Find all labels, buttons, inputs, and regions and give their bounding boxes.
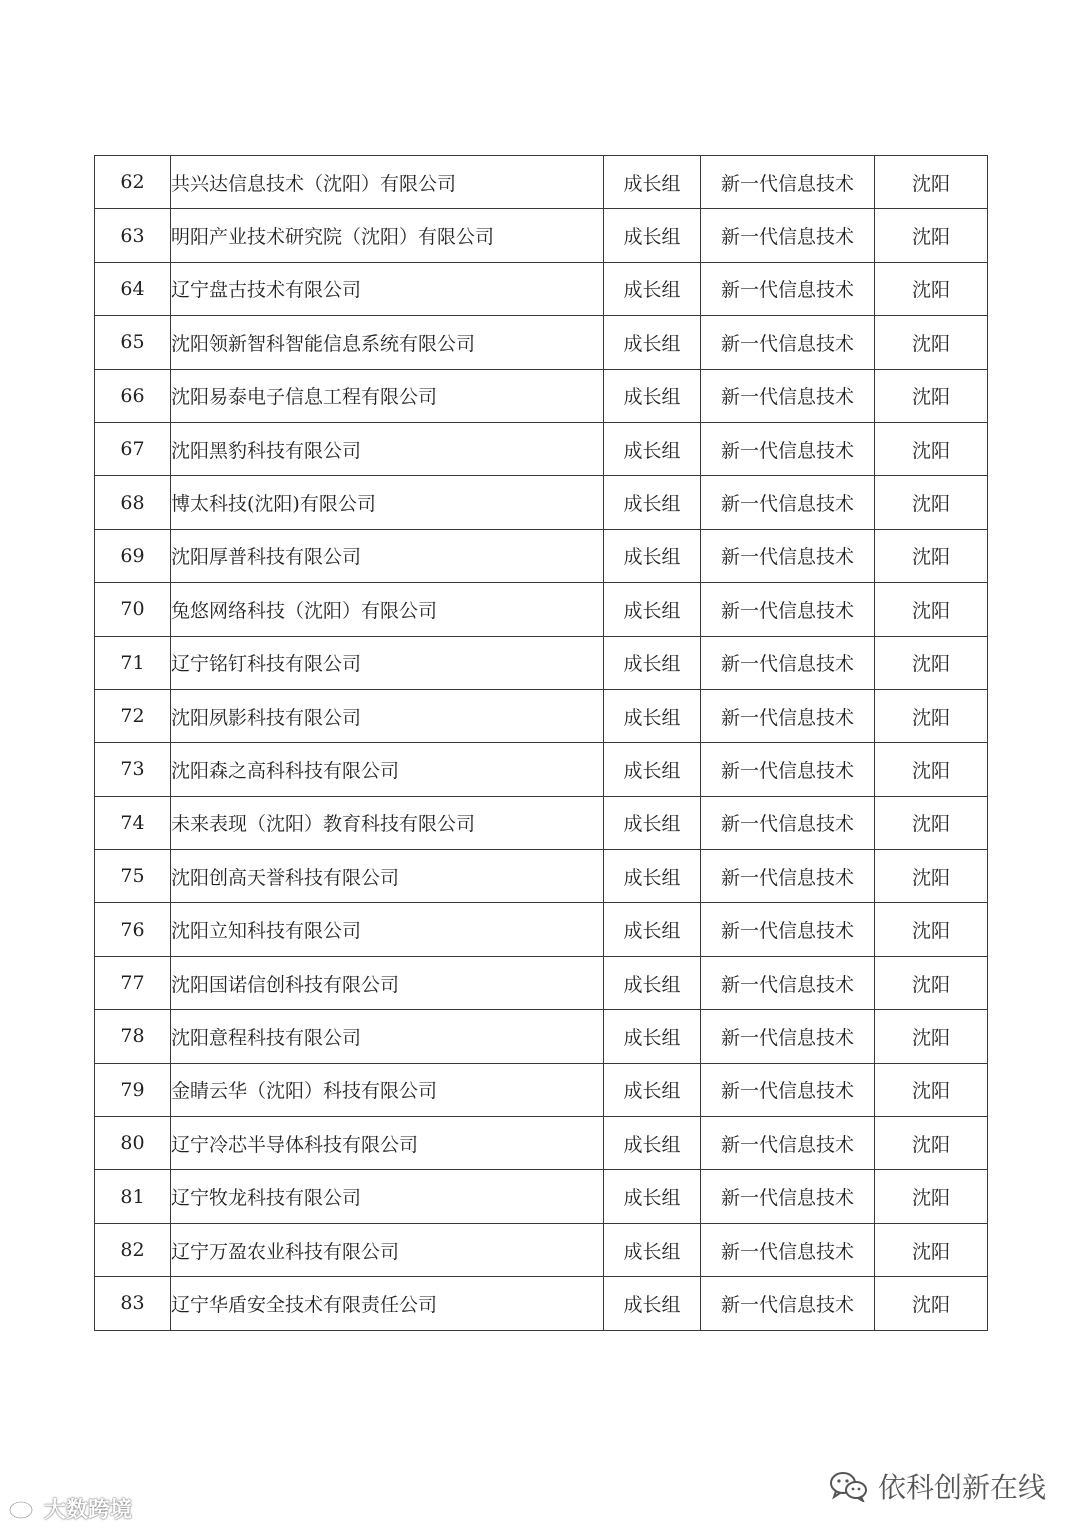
roster-table-body [95, 156, 988, 1331]
industry-field-cell: 新一代信息技术 [701, 689, 875, 742]
watermark-right-text: 依科创新在线 [877, 1471, 1046, 1504]
row-number-cell: 70 [95, 583, 171, 636]
group-category-cell: 成长组 [604, 369, 701, 422]
group-category-cell: 成长组 [604, 476, 701, 529]
industry-field-cell: 新一代信息技术 [701, 956, 875, 1009]
row-number-cell: 63 [95, 209, 171, 262]
weibo-logo-icon [8, 1496, 38, 1520]
group-category-cell: 成长组 [604, 1063, 701, 1116]
group-category-cell: 成长组 [604, 583, 701, 636]
company-name-cell: 辽宁万盈农业科技有限公司 [171, 1223, 604, 1276]
company-name-cell: 辽宁牧龙科技有限公司 [171, 1170, 604, 1223]
group-category-cell: 成长组 [604, 903, 701, 956]
company-name-cell: 沈阳黑豹科技有限公司 [171, 422, 604, 475]
city-cell: 沈阳 [875, 1277, 988, 1330]
row-number-cell: 76 [95, 903, 171, 956]
industry-field-cell: 新一代信息技术 [701, 743, 875, 796]
table-row [95, 156, 988, 209]
table-row [95, 743, 988, 796]
row-number-cell: 82 [95, 1223, 171, 1276]
company-name-cell: 沈阳领新智科智能信息系统有限公司 [171, 316, 604, 369]
industry-field-cell: 新一代信息技术 [701, 1010, 875, 1063]
row-number-cell: 77 [95, 956, 171, 1009]
company-name-cell: 辽宁华盾安全技术有限责任公司 [171, 1277, 604, 1330]
industry-field-cell: 新一代信息技术 [701, 209, 875, 262]
company-name-cell: 共兴达信息技术（沈阳）有限公司 [171, 156, 604, 209]
table-row [95, 422, 988, 475]
group-category-cell: 成长组 [604, 1010, 701, 1063]
group-category-cell: 成长组 [604, 1117, 701, 1170]
wechat-logo-icon [828, 1470, 868, 1502]
row-number-cell: 72 [95, 689, 171, 742]
industry-field-cell: 新一代信息技术 [701, 1063, 875, 1116]
row-number-cell: 79 [95, 1063, 171, 1116]
city-cell: 沈阳 [875, 1010, 988, 1063]
city-cell: 沈阳 [875, 850, 988, 903]
group-category-cell: 成长组 [604, 262, 701, 315]
company-name-cell: 辽宁铭钉科技有限公司 [171, 636, 604, 689]
group-category-cell: 成长组 [604, 636, 701, 689]
row-number-cell: 74 [95, 796, 171, 849]
industry-field-cell: 新一代信息技术 [701, 1117, 875, 1170]
table-row [95, 636, 988, 689]
table-row [95, 209, 988, 262]
company-name-cell: 辽宁冷芯半导体科技有限公司 [171, 1117, 604, 1170]
table-row [95, 583, 988, 636]
industry-field-cell: 新一代信息技术 [701, 903, 875, 956]
watermark-right [828, 1466, 1046, 1506]
industry-field-cell: 新一代信息技术 [701, 476, 875, 529]
city-cell: 沈阳 [875, 956, 988, 1009]
city-cell: 沈阳 [875, 743, 988, 796]
row-number-cell: 62 [95, 156, 171, 209]
industry-field-cell: 新一代信息技术 [701, 583, 875, 636]
group-category-cell: 成长组 [604, 422, 701, 475]
table-row [95, 476, 988, 529]
city-cell: 沈阳 [875, 1223, 988, 1276]
group-category-cell: 成长组 [604, 209, 701, 262]
city-cell: 沈阳 [875, 369, 988, 422]
city-cell: 沈阳 [875, 422, 988, 475]
table-row [95, 956, 988, 1009]
city-cell: 沈阳 [875, 1170, 988, 1223]
group-category-cell: 成长组 [604, 743, 701, 796]
group-category-cell: 成长组 [604, 156, 701, 209]
table-row [95, 1170, 988, 1223]
city-cell: 沈阳 [875, 262, 988, 315]
company-name-cell: 沈阳夙影科技有限公司 [171, 689, 604, 742]
group-category-cell: 成长组 [604, 1170, 701, 1223]
industry-field-cell: 新一代信息技术 [701, 262, 875, 315]
industry-field-cell: 新一代信息技术 [701, 796, 875, 849]
table-row [95, 1117, 988, 1170]
company-name-cell: 沈阳立知科技有限公司 [171, 903, 604, 956]
city-cell: 沈阳 [875, 1063, 988, 1116]
row-number-cell: 73 [95, 743, 171, 796]
city-cell: 沈阳 [875, 156, 988, 209]
city-cell: 沈阳 [875, 636, 988, 689]
city-cell: 沈阳 [875, 903, 988, 956]
company-roster-table [94, 155, 988, 1331]
company-name-cell: 沈阳易泰电子信息工程有限公司 [171, 369, 604, 422]
group-category-cell: 成长组 [604, 796, 701, 849]
industry-field-cell: 新一代信息技术 [701, 369, 875, 422]
table-row [95, 1010, 988, 1063]
industry-field-cell: 新一代信息技术 [701, 1277, 875, 1330]
industry-field-cell: 新一代信息技术 [701, 422, 875, 475]
watermark-left-text: 大数跨境 [44, 1497, 133, 1523]
row-number-cell: 75 [95, 850, 171, 903]
row-number-cell: 66 [95, 369, 171, 422]
table-row [95, 1063, 988, 1116]
company-name-cell: 沈阳森之高科科技有限公司 [171, 743, 604, 796]
company-name-cell: 明阳产业技术研究院（沈阳）有限公司 [171, 209, 604, 262]
company-name-cell: 金睛云华（沈阳）科技有限公司 [171, 1063, 604, 1116]
table-row [95, 850, 988, 903]
row-number-cell: 69 [95, 529, 171, 582]
industry-field-cell: 新一代信息技术 [701, 1223, 875, 1276]
group-category-cell: 成长组 [604, 529, 701, 582]
table-row [95, 369, 988, 422]
company-name-cell: 沈阳厚普科技有限公司 [171, 529, 604, 582]
industry-field-cell: 新一代信息技术 [701, 316, 875, 369]
table-row [95, 1223, 988, 1276]
city-cell: 沈阳 [875, 796, 988, 849]
table-row [95, 796, 988, 849]
city-cell: 沈阳 [875, 583, 988, 636]
group-category-cell: 成长组 [604, 689, 701, 742]
company-name-cell: 兔悠网络科技（沈阳）有限公司 [171, 583, 604, 636]
city-cell: 沈阳 [875, 476, 988, 529]
table-row [95, 316, 988, 369]
table-row [95, 689, 988, 742]
table-row [95, 529, 988, 582]
group-category-cell: 成长组 [604, 316, 701, 369]
city-cell: 沈阳 [875, 689, 988, 742]
company-name-cell: 沈阳意程科技有限公司 [171, 1010, 604, 1063]
row-number-cell: 80 [95, 1117, 171, 1170]
industry-field-cell: 新一代信息技术 [701, 636, 875, 689]
industry-field-cell: 新一代信息技术 [701, 156, 875, 209]
city-cell: 沈阳 [875, 316, 988, 369]
group-category-cell: 成长组 [604, 850, 701, 903]
city-cell: 沈阳 [875, 529, 988, 582]
group-category-cell: 成长组 [604, 1223, 701, 1276]
company-name-cell: 沈阳创高天誉科技有限公司 [171, 850, 604, 903]
company-name-cell: 博太科技(沈阳)有限公司 [171, 476, 604, 529]
industry-field-cell: 新一代信息技术 [701, 1170, 875, 1223]
city-cell: 沈阳 [875, 209, 988, 262]
industry-field-cell: 新一代信息技术 [701, 529, 875, 582]
company-name-cell: 未来表现（沈阳）教育科技有限公司 [171, 796, 604, 849]
table-row [95, 903, 988, 956]
industry-field-cell: 新一代信息技术 [701, 850, 875, 903]
row-number-cell: 64 [95, 262, 171, 315]
company-name-cell: 沈阳国诺信创科技有限公司 [171, 956, 604, 1009]
table-row [95, 262, 988, 315]
row-number-cell: 83 [95, 1277, 171, 1330]
row-number-cell: 67 [95, 422, 171, 475]
group-category-cell: 成长组 [604, 956, 701, 1009]
row-number-cell: 65 [95, 316, 171, 369]
company-name-cell: 辽宁盘古技术有限公司 [171, 262, 604, 315]
row-number-cell: 78 [95, 1010, 171, 1063]
row-number-cell: 81 [95, 1170, 171, 1223]
group-category-cell: 成长组 [604, 1277, 701, 1330]
watermark-left [8, 1494, 132, 1522]
table-row [95, 1277, 988, 1330]
city-cell: 沈阳 [875, 1117, 988, 1170]
row-number-cell: 71 [95, 636, 171, 689]
row-number-cell: 68 [95, 476, 171, 529]
